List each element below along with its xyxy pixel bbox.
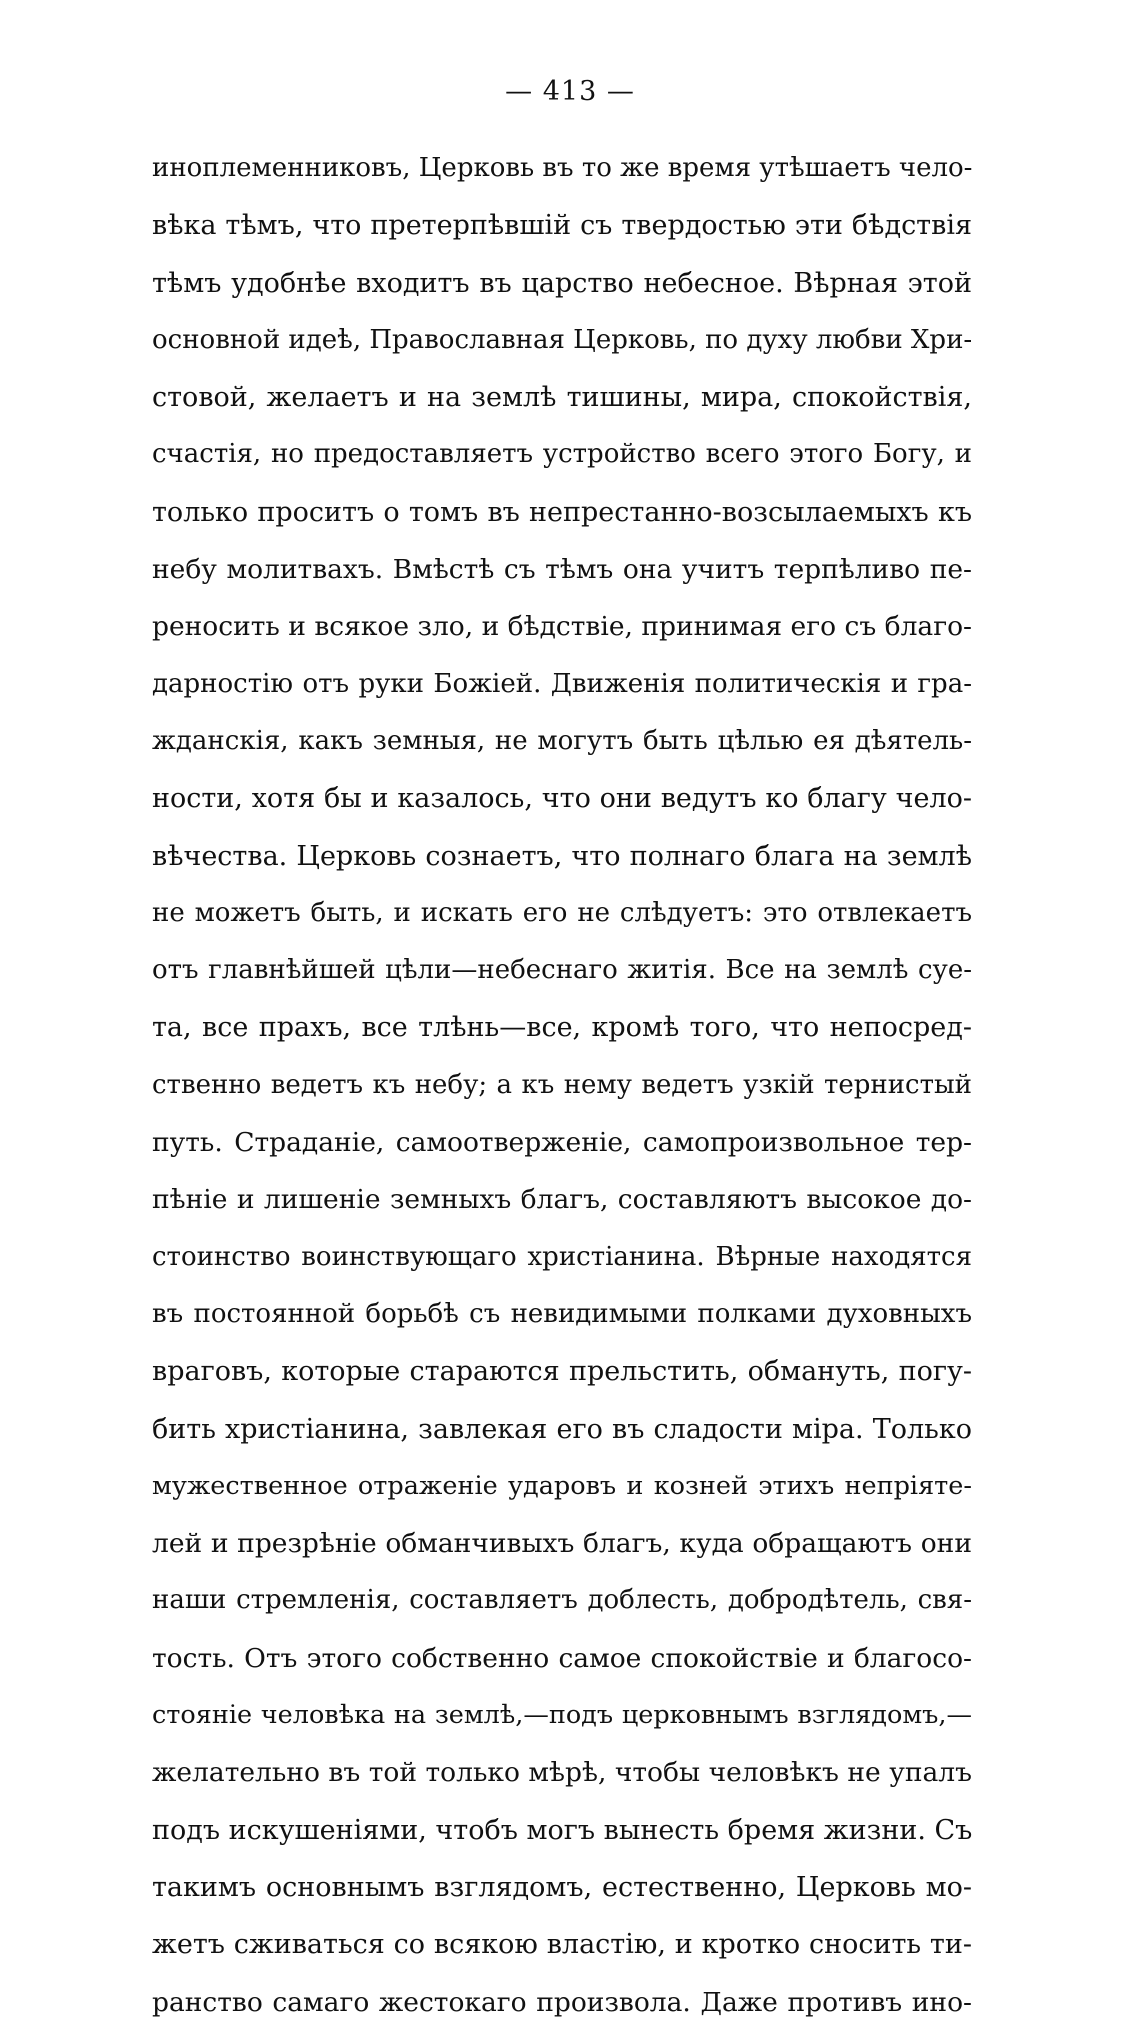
text-line: стояніе человѣка на землѣ,—подъ церковнымъ взглядомъ,—	[152, 1700, 972, 1731]
text-line: жданскія, какъ земныя, не могутъ быть цѣлью ея дѣятель-	[152, 725, 972, 756]
text-line: реносить и всякое зло, и бѣдствіе, принимая его съ благо-	[152, 611, 972, 643]
text-line: стоинство воинствующаго христіанина. Вѣрные находятся	[152, 1241, 972, 1272]
text-line: ности, хотя бы и казалось, что они ведутъ ко благу чело-	[152, 783, 972, 815]
text-line: наши стремленія, составляетъ доблесть, добродѣтель, свя-	[152, 1585, 972, 1616]
text-line: та, все прахъ, все тлѣнь—все, кромѣ того, что непосред-	[152, 1012, 972, 1044]
text-line: счастія, но предоставляетъ устройство всего этого Богу, и	[152, 439, 972, 470]
text-line: враговъ, которые стараются прельстить, обмануть, погу-	[152, 1356, 972, 1388]
text-line: ственно ведетъ къ небу; а къ нему ведетъ узкій тернистый	[152, 1069, 972, 1100]
text-line: ранство самаго жестокаго произвола. Даже противъ ино-	[152, 1986, 972, 2018]
text-line: такимъ основнымъ взглядомъ, естественно, Церковь мо-	[152, 1871, 972, 1903]
text-line: подъ искушеніями, чтобъ могъ вынесть бремя жизни. Съ	[152, 1814, 972, 1846]
text-line: небу молитвахъ. Вмѣстѣ съ тѣмъ она учитъ терпѣливо пе-	[152, 554, 972, 586]
text-line: вѣчества. Церковь сознаетъ, что полнаго блага на землѣ	[152, 840, 972, 872]
text-line: жетъ сживаться со всякою властію, и кротко сносить ти-	[152, 1929, 972, 1961]
text-line: тѣмъ удобнѣе входитъ въ царство небесное. Вѣрная этой	[152, 267, 972, 299]
text-line: пѣніе и лишеніе земныхъ благъ, составляютъ высокое до-	[152, 1184, 972, 1216]
text-line: мужественное отраженіе ударовъ и козней этихъ непріяте-	[152, 1470, 972, 1501]
page-number: — 413 —	[505, 76, 635, 107]
text-line: тость. Отъ этого собственно самое спокойствіе и благосо-	[152, 1642, 972, 1674]
text-line: стовой, желаетъ и на землѣ тишины, мира, спокойствія,	[152, 382, 972, 414]
text-line: отъ главнѣйшей цѣли—небеснаго житія. Все на землѣ суе-	[152, 955, 972, 986]
text-line: вѣка тѣмъ, что претерпѣвшій съ твердостью эти бѣдствія	[152, 210, 972, 242]
text-line: путь. Страданіе, самоотверженіе, самопроизвольное тер-	[152, 1127, 972, 1159]
text-line: не можетъ быть, и искать его не слѣдуетъ: это отвлекаетъ	[152, 897, 972, 928]
text-line: бить христіанина, завлекая его въ сладости міра. Только	[152, 1413, 972, 1445]
text-line: только проситъ о томъ въ непрестанно-возсылаемыхъ къ	[152, 496, 972, 528]
body-text	[152, 140, 972, 2031]
text-line: иноплеменниковъ, Церковь въ то же время утѣшаетъ чело-	[152, 153, 972, 183]
text-line: дарностію отъ руки Божіей. Движенія политическія и гра-	[152, 668, 972, 699]
text-line: основной идеѣ, Православная Церковь, по духу любви Хри-	[152, 324, 972, 355]
text-line: желательно въ той только мѣрѣ, чтобы человѣкъ не упалъ	[152, 1757, 972, 1789]
text-line: лей и презрѣніе обманчивыхъ благъ, куда обращаютъ они	[152, 1528, 972, 1560]
text-line: въ постоянной борьбѣ съ невидимыми полками духовныхъ	[152, 1298, 972, 1329]
